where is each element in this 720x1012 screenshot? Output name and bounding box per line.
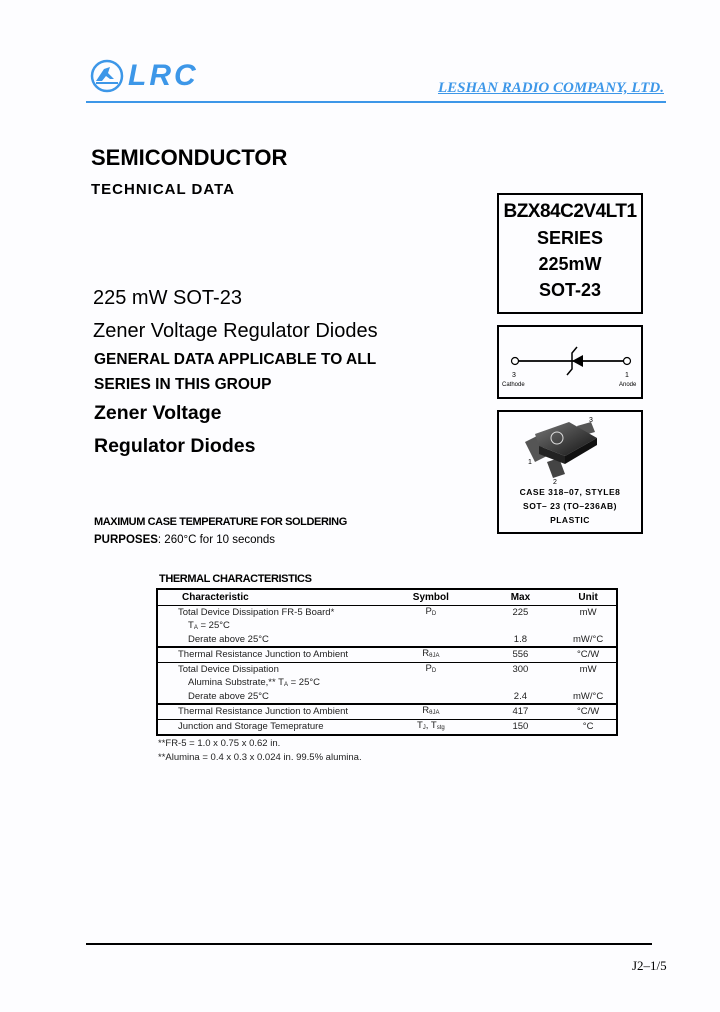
table-header-row bbox=[157, 589, 617, 605]
soldering-label: PURPOSES bbox=[94, 534, 158, 546]
logo-text: LRC bbox=[128, 59, 199, 92]
part-power: 225mW bbox=[538, 254, 602, 274]
zener-diode-symbol-box bbox=[497, 325, 643, 399]
table-row: Junction and Storage Temeprature $T_J$, $T_{stg}$ 150 °C bbox=[157, 719, 617, 735]
svg-text:3: 3 bbox=[589, 417, 593, 424]
soldering-spec bbox=[94, 534, 275, 546]
package-image-box bbox=[497, 410, 643, 534]
thermal-table bbox=[156, 588, 618, 736]
soldering-heading: MAXIMUM CASE TEMPERATURE FOR SOLDERING bbox=[94, 516, 347, 528]
table-row: Derate above 25°C 1.8 mW/°C bbox=[188, 633, 604, 645]
anode-pin-number: 1 bbox=[625, 372, 629, 379]
anode-label: Anode bbox=[619, 382, 637, 388]
table-row: Total Device Dissipation $P_D$ 300 mW bbox=[157, 662, 617, 677]
general-data-line-2: SERIES IN THIS GROUP bbox=[94, 376, 272, 393]
table-row: Alumina Substrate,** $T_A = 25^\circ C$ bbox=[188, 676, 321, 688]
general-data-line-1: GENERAL DATA APPLICABLE TO ALL bbox=[94, 351, 377, 368]
table-row: Thermal Resistance Junction to Ambient $R_{\theta JA}$ 556 °C/W bbox=[157, 647, 617, 663]
svg-text:1: 1 bbox=[528, 459, 532, 466]
product-heading-line-2: Regulator Diodes bbox=[94, 435, 256, 457]
footnote-alumina: **Alumina = 0.4 x 0.3 x 0.024 in. 99.5% alumina. bbox=[158, 752, 362, 763]
document-subtitle: TECHNICAL DATA bbox=[91, 181, 235, 198]
table-row: $T_A = 25^\circ C$ bbox=[188, 619, 230, 631]
part-number: BZX84C2V4LT1 bbox=[503, 201, 637, 222]
lrc-logo-icon bbox=[90, 59, 124, 93]
col-unit: Unit bbox=[560, 589, 617, 605]
col-characteristic: Characteristic bbox=[157, 589, 381, 605]
svg-text:2: 2 bbox=[553, 479, 557, 486]
footer-divider bbox=[86, 943, 652, 945]
soldering-value: : 260°C for 10 seconds bbox=[157, 534, 276, 546]
table-row: Total Device Dissipation FR-5 Board* $P_D$ 225 mW bbox=[178, 605, 597, 618]
footnote-fr5: **FR-5 = 1.0 x 0.75 x 0.62 in. bbox=[158, 738, 281, 749]
package-type: SOT– 23 (TO–236AB) bbox=[523, 501, 617, 511]
col-max: Max bbox=[481, 589, 561, 605]
table-row: Thermal Resistance Junction to Ambient $R_{\theta JA}$ 417 °C/W bbox=[157, 704, 617, 720]
product-type-heading: Zener Voltage Regulator Diodes bbox=[93, 320, 378, 342]
header-divider bbox=[86, 101, 666, 103]
power-package-heading: 225 mW SOT-23 bbox=[93, 287, 242, 309]
sot23-package-icon bbox=[499, 412, 641, 486]
part-series: SERIES bbox=[536, 228, 604, 248]
company-name: LESHAN RADIO COMPANY, LTD. bbox=[437, 80, 664, 96]
page-number: J2–1/5 bbox=[632, 958, 667, 973]
package-material: PLASTIC bbox=[550, 515, 590, 525]
document-title: SEMICONDUCTOR bbox=[91, 145, 288, 170]
product-heading-line-1: Zener Voltage bbox=[94, 402, 222, 424]
cathode-label: Cathode bbox=[502, 382, 525, 388]
table-row: Derate above 25°C 2.4 mW/°C bbox=[188, 690, 604, 702]
part-package: SOT-23 bbox=[538, 280, 602, 300]
cathode-pin-number: 3 bbox=[512, 372, 516, 379]
package-case: CASE 318–07, STYLE8 bbox=[519, 487, 621, 497]
col-symbol: Symbol bbox=[381, 589, 481, 605]
thermal-title: THERMAL CHARACTERISTICS bbox=[159, 573, 312, 585]
part-number-box bbox=[497, 193, 643, 314]
lrc-logo bbox=[90, 56, 215, 96]
zener-diode-symbol-icon bbox=[499, 327, 641, 397]
